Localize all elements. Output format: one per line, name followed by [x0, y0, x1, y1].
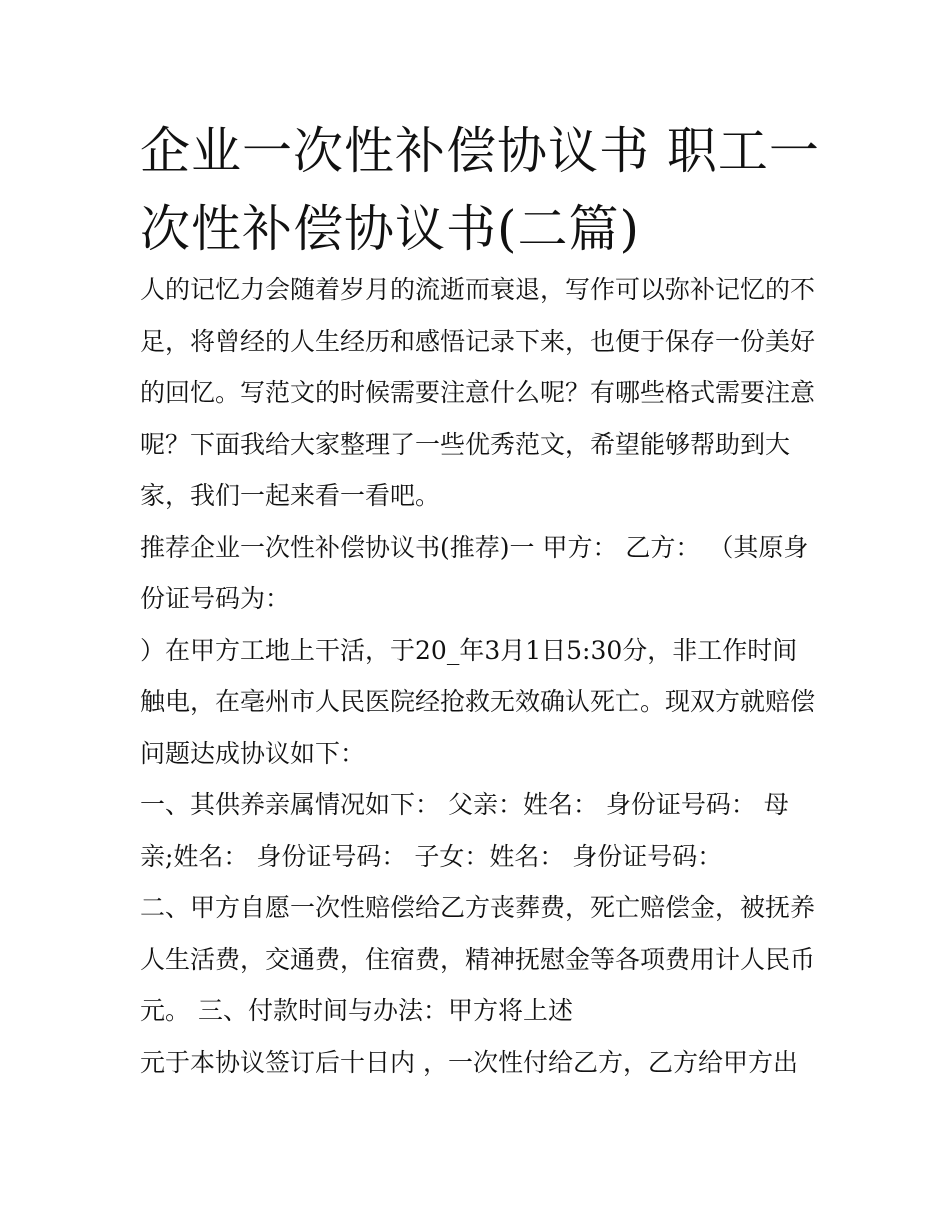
- incident-paragraph: ）在甲方工地上干活，于20_年3月1日5:30分，非工作时间触电，在亳州市人民医院经抢救无效确认死亡。现双方就赔偿问题达成协议如下：: [140, 635, 816, 768]
- clause-one-paragraph: 一、其供养亲属情况如下： 父亲：姓名： 身份证号码： 母亲;姓名： 身份证号码： 子女：姓名： 身份证号码：: [140, 790, 789, 871]
- clause-two-three-paragraph: 二、甲方自愿一次性赔偿给乙方丧葬费，死亡赔偿金，被抚养人生活费，交通费，住宿费，精神抚慰金等各项费用计人民币元。 三、付款时间与办法：甲方将上述: [140, 893, 816, 1025]
- document-title: 企业一次性补偿协议书 职工一次性补偿协议书(二篇): [140, 122, 820, 258]
- intro-paragraph: 人的记忆力会随着岁月的流逝而衰退，写作可以弥补记忆的不足，将曾经的人生经历和感悟记录下来，也便于保存一份美好的回忆。写范文的时候需要注意什么呢？有哪些格式需要注意呢？下面我给大家整理了一些优秀范文，希望能够帮助到大家，我们一起来看一看吧。: [140, 275, 816, 510]
- document-body: [140, 264, 820, 1088]
- payment-paragraph: 元于本协议签订后十日内 ，一次性付给乙方，乙方给甲方出: [140, 1047, 798, 1077]
- parties-paragraph: 推荐企业一次性补偿协议书(推荐)一 甲方： 乙方： （其原身份证号码为：: [140, 532, 809, 613]
